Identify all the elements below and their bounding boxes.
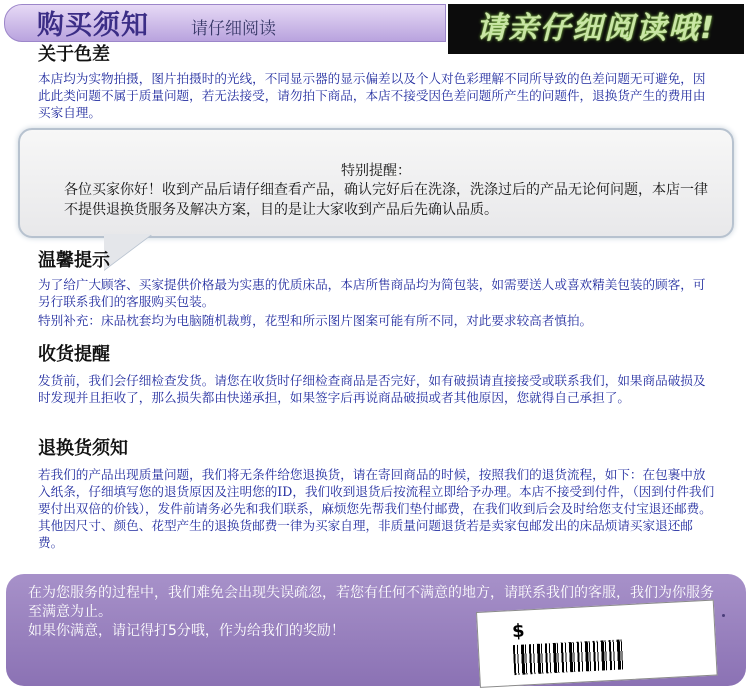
callout-title: 特别提醒： [341,163,411,179]
page-subtitle: 请仔细阅读 [191,19,276,39]
header-bar [4,4,446,42]
color-difference-heading: 关于色差 [38,44,110,65]
barcode-icon [513,639,624,675]
banner-text: 请亲仔细阅读哦! [476,11,716,46]
callout-body: 各位买家你好！收到产品后请仔细查看产品，确认完好后在洗涤，洗涤过后的产品无论何问题，本店一律不提供退换货服务及解决方案，目的是让大家收到产品后先确认品质。 [64,182,708,218]
receive-text: 发货前，我们会仔细检查发货。请您在收货时仔细检查商品是否完好，如有破损请直接接受或联系我们，如果商品破损及时发现并且拒收了，那么损失都由快递承担，如果签字后再说商品破损或者其他原因，您就得自己承担了。 [38,373,706,405]
footer-line-rating: 如果你满意，请记得打5分哦，作为给我们的奖励！ [28,623,345,639]
tips-supplement: 特别补充：床品枕套均为电脑随机裁剪，花型和所示图片图案可能有所不同，对此要求较高者慎拍。 [38,313,593,328]
receive-heading: 收货提醒 [38,344,110,365]
price-tag-icon [476,600,718,688]
read-carefully-banner [448,4,744,54]
callout-tail [104,234,152,270]
special-reminder-callout [18,128,734,238]
tag-hole [722,614,725,617]
tips-text: 为了给广大顾客、买家提供价格最为实惠的优质床品，本店所售商品均为简包装，如需要送人或喜欢精美包装的顾客，可另行联系我们的客服购买包装。 [38,277,706,309]
footer-line-service: 在为您服务的过程中，我们难免会出现失误疏忽，若您有任何不满意的地方，请联系我们的客服，我们为你服务至满意为止。 [28,585,714,620]
return-text: 若我们的产品出现质量问题，我们将无条件给您退换货，请在寄回商品的时候，按照我们的退货流程，如下：在包裹中放入纸条，仔细填写您的退货原因及注明您的ID，我们收到退货后按流程立即给予办理。本店不接受到付件，（因到付件我们要付出双倍的价钱），发件前请务必先和我们联系，麻烦您先帮我们垫付邮费，在我们收到后会及时给您支付宝退还邮费。其他因尺寸、颜色、花型产生的退换货邮费一律为买家自理，非质量问题退货若是卖家包邮发出的床品烦请买家退还邮费。 [38,467,715,550]
return-heading: 退换货须知 [38,438,128,459]
tips-heading: 温馨提示 [38,250,110,271]
color-difference-text: 本店均为实物拍摄，图片拍摄时的光线，不同显示器的显示偏差以及个人对色彩理解不同所导致的色差问题无可避免，因此此类问题不属于质量问题，若无法接受，请勿拍下商品，本店不接受因色差问题所产生的问题件，退换货产生的费用由买家自理。 [38,71,706,120]
dollar-icon: $ [511,620,526,643]
page-title: 购买须知 [37,10,149,41]
